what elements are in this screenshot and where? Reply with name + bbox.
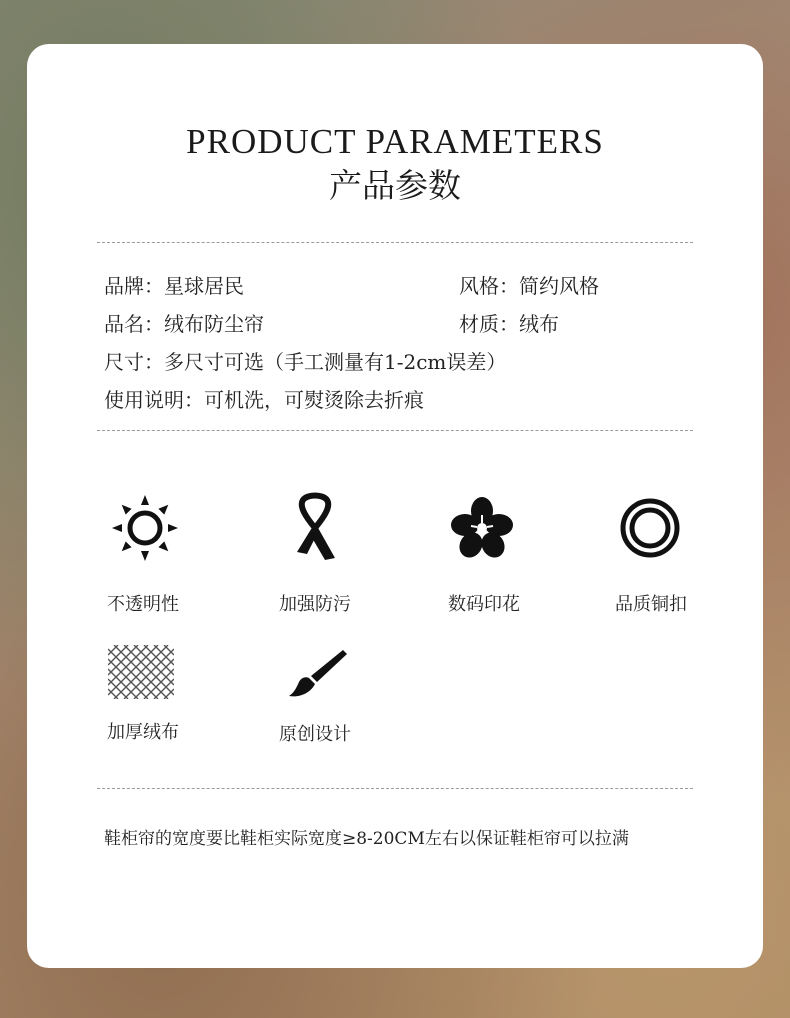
ribbon-icon: [279, 492, 351, 564]
brush-icon: [280, 638, 352, 710]
divider-top: [97, 242, 693, 243]
param-material: 材质：绒布: [459, 312, 559, 336]
param-brand: 品牌：星球居民: [104, 274, 244, 298]
divider-middle: [97, 430, 693, 431]
feature-label-opacity: 不透明性: [107, 594, 179, 615]
parameters-card: [27, 44, 763, 968]
title-chinese: 产品参数: [329, 166, 461, 205]
divider-bottom: [97, 788, 693, 789]
feature-label-grommet: 品质铜扣: [615, 594, 687, 615]
feature-label-print: 数码印花: [448, 594, 520, 615]
feature-label-design: 原创设计: [279, 724, 351, 745]
feature-label-stain: 加强防污: [279, 594, 351, 615]
param-size: 尺寸：多尺寸可选（手工测量有1-2cm误差）: [104, 350, 507, 374]
ring-icon: [614, 492, 686, 564]
width-note: 鞋柜帘的宽度要比鞋柜实际宽度≥8-20CM左右以保证鞋柜帘可以拉满: [104, 829, 629, 849]
param-name: 品名：绒布防尘帘: [104, 312, 264, 336]
param-style: 风格：简约风格: [459, 274, 599, 298]
title-english: PRODUCT PARAMETERS: [186, 122, 604, 161]
param-usage: 使用说明：可机洗，可熨烫除去折痕: [104, 388, 424, 412]
feature-label-velvet: 加厚绒布: [107, 722, 179, 743]
flower-icon: [446, 492, 518, 564]
mesh-icon: [105, 636, 177, 708]
sun-icon: [109, 492, 181, 564]
